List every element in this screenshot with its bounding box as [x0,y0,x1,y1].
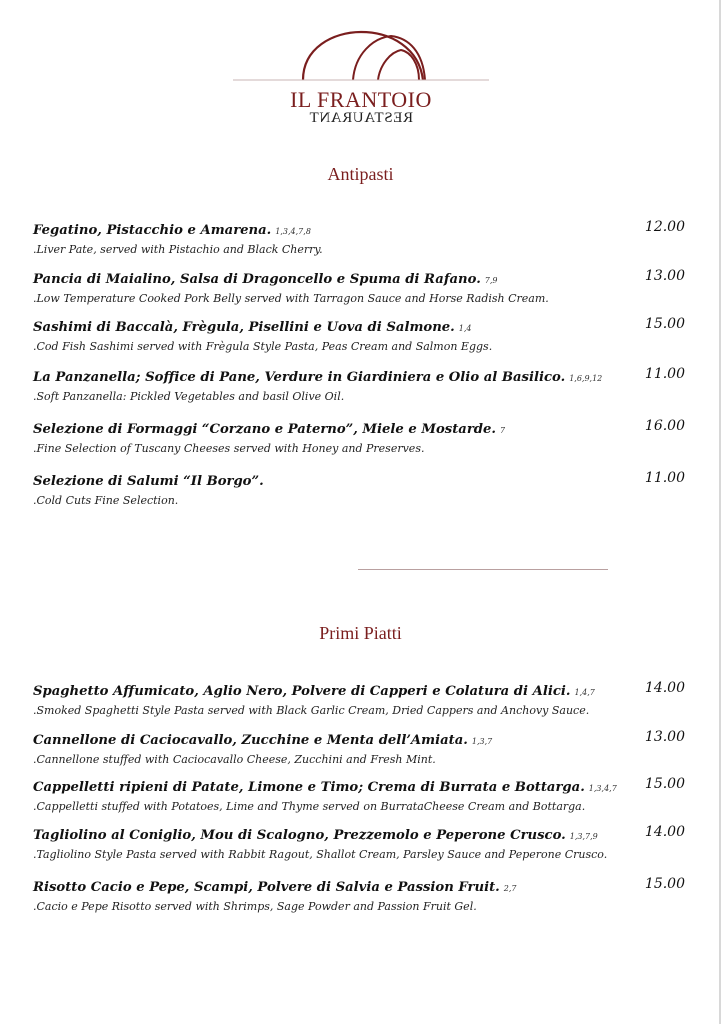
item-price: 15.00 [644,876,685,892]
arch-icon [233,18,489,88]
brand-name: IL FRANTOIO [290,87,432,112]
item-description: .Cold Cuts Fine Selection. [33,494,179,507]
item-price: 14.00 [644,824,685,840]
menu-item [33,366,693,403]
item-allergens: 1,3,7,9 [569,832,598,841]
item-name: Pancia di Maialino, Salsa di Dragoncello e Spuma di Rafano. [33,272,481,287]
item-name: Cannellone di Caciocavallo, Zucchine e Menta dell’Amiata. [33,733,468,748]
item-description: .Cod Fish Sashimi served with Frègula Style Pasta, Peas Cream and Salmon Eggs. [33,340,493,353]
menu-item [33,776,693,813]
menu-item [33,268,693,305]
section-title-primi-piatti: Primi Piatti [319,623,402,643]
item-name: Spaghetto Affumicato, Aglio Nero, Polvere di Capperi e Colatura di Alici. [33,684,571,699]
brand-subtitle: RESTAURANT [309,110,413,126]
item-allergens: 1,6,9,12 [569,374,603,383]
item-description: .Liver Pate, served with Pistachio and Black Cherry. [33,243,323,256]
item-name: Cappelletti ripieni di Patate, Limone e Timo; Crema di Burrata e Bottarga. [33,780,585,795]
item-name: Risotto Cacio e Pepe, Scampi, Polvere di Salvia e Passion Fruit. [33,880,500,895]
menu-item [33,470,693,507]
item-name: Selezione di Formaggi “Corzano e Paterno”, Miele e Mostarde. [33,422,497,437]
item-description: .Soft Panzanella: Pickled Vegetables and basil Olive Oil. [33,390,345,403]
item-description: .Cacio e Pepe Risotto served with Shrimps, Sage Powder and Passion Fruit Gel. [33,900,477,913]
item-price: 15.00 [644,776,685,792]
item-description: .Cappelletti stuffed with Potatoes, Lime and Thyme served on BurrataCheese Cream and Bottarga. [33,800,586,813]
item-name: Tagliolino al Coniglio, Mou di Scalogno, Prezzemolo e Peperone Crusco. [33,828,566,843]
item-description: .Fine Selection of Tuscany Cheeses served with Honey and Preserves. [33,442,425,455]
item-allergens: 1,3,4,7 [588,784,617,793]
section-divider [358,569,608,570]
menu-item [33,316,693,353]
item-price: 11.00 [644,470,685,486]
item-description: .Cannellone stuffed with Caciocavallo Cheese, Zucchini and Fresh Mint. [33,753,436,766]
menu-item [33,418,693,455]
restaurant-logo [0,0,721,130]
item-name: Sashimi di Baccalà, Frègula, Pisellini e Uova di Salmone. [33,320,455,335]
item-allergens: 1,3,7 [471,737,493,746]
item-allergens: 1,4,7 [574,688,595,697]
item-name: Fegatino, Pistacchio e Amarena. [33,223,272,238]
menu-item [33,876,693,913]
item-price: 12.00 [644,219,685,235]
section-title-antipasti: Antipasti [327,164,394,184]
item-description: .Smoked Spaghetti Style Pasta served with Black Garlic Cream, Dried Cappers and Anchovy Sauce. [33,704,590,717]
item-allergens: 7 [500,426,506,435]
item-allergens: 2,7 [503,884,517,893]
item-price: 16.00 [644,418,685,434]
item-name: La Panzanella; Soffice di Pane, Verdure in Giardiniera e Olio al Basilico. [33,370,566,385]
item-description: .Tagliolino Style Pasta served with Rabbit Ragout, Shallot Cream, Parsley Sauce and Peperone Crusco. [33,848,608,861]
item-price: 11.00 [644,366,685,382]
menu-item [33,219,693,256]
item-price: 13.00 [644,729,685,745]
menu-item [33,729,693,766]
item-allergens: 1,3,4,7,8 [275,227,311,236]
menu-item [33,680,693,717]
menu-item [33,824,693,861]
item-allergens: 1,4 [458,324,472,333]
item-price: 14.00 [644,680,685,696]
item-price: 13.00 [644,268,685,284]
item-allergens: 7,9 [484,276,498,285]
item-description: .Low Temperature Cooked Pork Belly served with Tarragon Sauce and Horse Radish Cream. [33,292,549,305]
item-price: 15.00 [644,316,685,332]
item-name: Selezione di Salumi “Il Borgo”. [33,474,264,489]
